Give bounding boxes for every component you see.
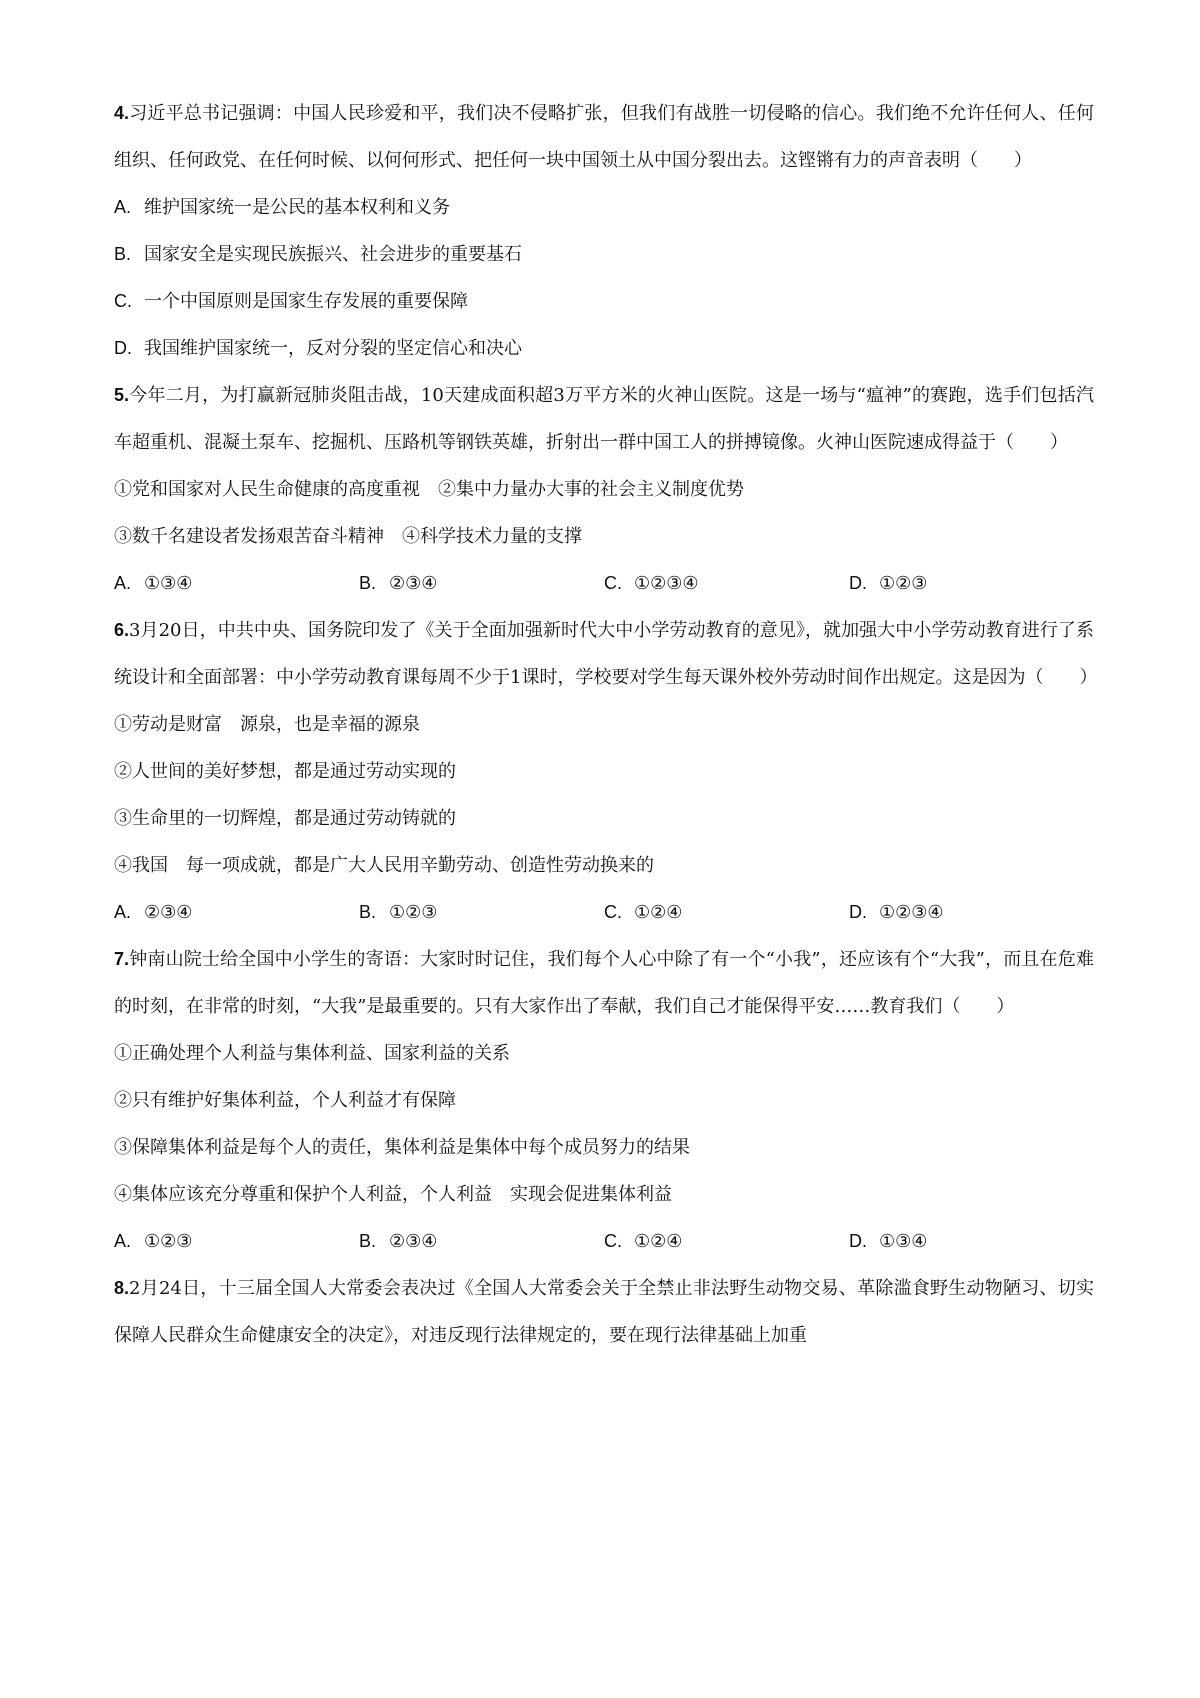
question-8 bbox=[114, 1265, 1094, 1359]
question-stem bbox=[114, 90, 1094, 184]
option-c: C. ①②④ bbox=[604, 902, 683, 923]
statement: ②人世间的美好梦想，都是通过劳动实现的 bbox=[114, 761, 456, 782]
option-b: B. 国家安全是实现民族振兴、社会进步的重要基石 bbox=[114, 244, 522, 265]
option-a: A. ①②③ bbox=[114, 1231, 193, 1252]
question-text: 今年二月，为打赢新冠肺炎阻击战，10天建成面积超3万平方米的火神山医院。这是一场与“瘟神”的赛跑，选手们包括汽车超重机、混凝土泵车、挖掘机、压路机等钢铁英雄，折射出一群中国工人的拼搏镜像。火神山医院速成得益于（ ） bbox=[114, 385, 1094, 453]
question-text: 钟南山院士给全国中小学生的寄语：大家时时记住，我们每个人心中除了有一个“小我”，还应该有个“大我”，而且在危难的时刻，在非常的时刻，“大我”是最重要的。只有大家作出了奉献，我们自己才能保得平安……教育我们（ ） bbox=[114, 949, 1094, 1017]
question-number: 5. bbox=[114, 385, 130, 405]
options-row bbox=[114, 889, 1094, 936]
statement: ④集体应该充分尊重和保护个人利益，个人利益 实现会促进集体利益 bbox=[114, 1184, 672, 1205]
options-row bbox=[114, 1218, 1094, 1265]
statement: ③数千名建设者发扬艰苦奋斗精神 ④科学技术力量的支撑 bbox=[114, 526, 582, 547]
option-b: B. ②③④ bbox=[359, 1231, 438, 1252]
option-d: D. ①②③④ bbox=[849, 902, 944, 923]
option-a: A. 维护国家统一是公民的基本权利和义务 bbox=[114, 197, 450, 218]
option-d: D. 我国维护国家统一，反对分裂的坚定信心和决心 bbox=[114, 338, 522, 359]
option-b: B. ②③④ bbox=[359, 573, 438, 594]
option-d: D. ①③④ bbox=[849, 1231, 928, 1252]
question-number: 4. bbox=[114, 103, 130, 123]
option-c: C. ①②④ bbox=[604, 1231, 683, 1252]
question-stem bbox=[114, 1265, 1094, 1359]
question-stem bbox=[114, 936, 1094, 1030]
question-5 bbox=[114, 372, 1094, 607]
question-text: 3月20日，中共中央、国务院印发了《关于全面加强新时代大中小学劳动教育的意见》，就加强大中小学劳动教育进行了系统设计和全面部署：中小学劳动教育课每周不少于1课时，学校要对学生每天课外校外劳动时间作出规定。这是因为（ ） bbox=[114, 620, 1098, 688]
question-text: 习近平总书记强调：中国人民珍爱和平，我们决不侵略扩张，但我们有战胜一切侵略的信心。我们绝不允许任何人、任何组织、任何政党、在任何时候、以何何形式、把任何一块中国领土从中国分裂出去。这铿锵有力的声音表明（ ） bbox=[114, 103, 1094, 171]
statement: ②只有维护好集体利益，个人利益才有保障 bbox=[114, 1090, 456, 1111]
question-number: 6. bbox=[114, 620, 130, 640]
statement: ④我国 每一项成就，都是广大人民用辛勤劳动、创造性劳动换来的 bbox=[114, 855, 654, 876]
statement: ①正确处理个人利益与集体利益、国家利益的关系 bbox=[114, 1043, 510, 1064]
options-row bbox=[114, 560, 1094, 607]
option-d: D. ①②③ bbox=[849, 573, 928, 594]
option-a: A. ①③④ bbox=[114, 573, 193, 594]
statement: ③生命里的一切辉煌，都是通过劳动铸就的 bbox=[114, 808, 456, 829]
statement: ③保障集体利益是每个人的责任，集体利益是集体中每个成员努力的结果 bbox=[114, 1137, 690, 1158]
statement: ①党和国家对人民生命健康的高度重视 ②集中力量办大事的社会主义制度优势 bbox=[114, 479, 744, 500]
question-stem bbox=[114, 607, 1098, 701]
question-text: 2月24日，十三届全国人大常委会表决过《全国人大常委会关于全禁止非法野生动物交易、革除滥食野生动物陋习、切实保障人民群众生命健康安全的决定》，对违反现行法律规定的，要在现行法律基础上加重 bbox=[114, 1278, 1094, 1346]
question-number: 7. bbox=[114, 949, 130, 969]
option-c: C. ①②③④ bbox=[604, 573, 699, 594]
question-stem bbox=[114, 372, 1094, 466]
option-a: A. ②③④ bbox=[114, 902, 193, 923]
question-number: 8. bbox=[114, 1278, 130, 1298]
option-b: B. ①②③ bbox=[359, 902, 438, 923]
option-c: C. 一个中国原则是国家生存发展的重要保障 bbox=[114, 291, 468, 312]
statement: ①劳动是财富 源泉，也是幸福的源泉 bbox=[114, 714, 420, 735]
question-6 bbox=[114, 607, 1098, 936]
question-7 bbox=[114, 936, 1094, 1265]
question-4 bbox=[114, 90, 1094, 372]
exam-page bbox=[114, 90, 1098, 1359]
